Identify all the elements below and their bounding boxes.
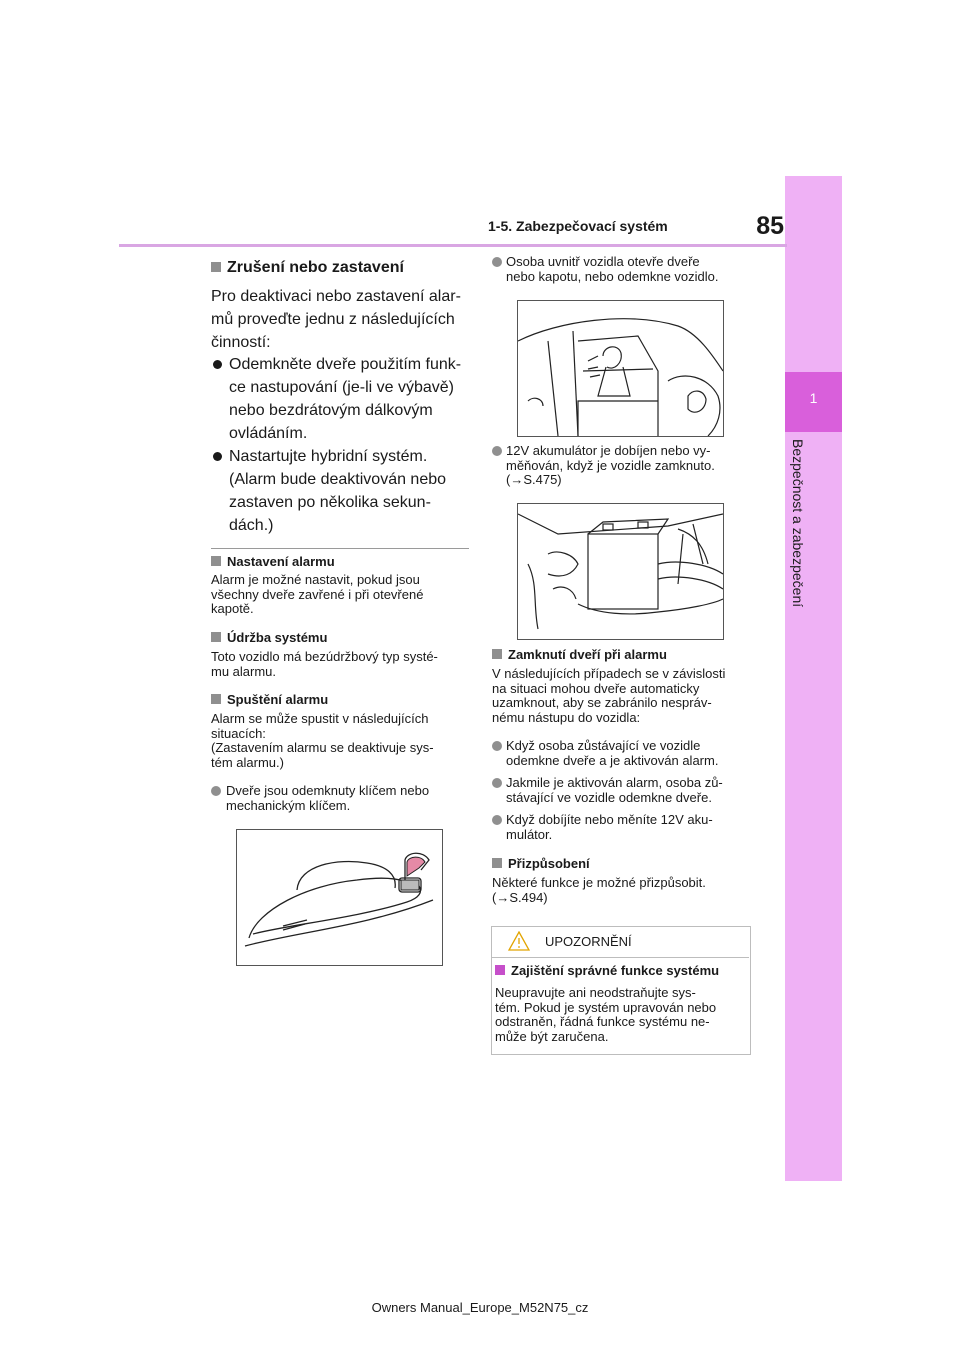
chapter-number: 1 (809, 390, 818, 406)
square-bullet-icon (211, 556, 221, 566)
bullet-line: odemkne dveře a je aktivován alarm. (506, 752, 719, 768)
chapter-title-text: Bezpečnost a zabezpečení (790, 439, 806, 608)
bullet-line: Jakmile je aktivován alarm, osoba zů- (506, 775, 723, 790)
bullet-line: (Alarm bude deaktivován nebo (229, 471, 447, 488)
intro-line: mů proveďte jednu z následujících (211, 311, 455, 328)
gray-dot-icon (492, 778, 502, 788)
heading-text: Zamknutí dveří při alarmu (508, 647, 667, 662)
text-line: nému nástupu do vozidla: (492, 709, 641, 725)
heading-text: Nastavení alarmu (227, 554, 335, 569)
bullet-line: zastaven po několika sekun- (229, 494, 431, 511)
bullet-line: mechanickým klíčem. (226, 797, 351, 813)
text-line: mu alarmu. (211, 663, 277, 679)
car-person-drawing (518, 301, 723, 436)
square-bullet-icon (211, 262, 221, 272)
text-line: tém alarmu.) (211, 754, 284, 770)
text-line: na situaci mohou dveře automaticky (492, 680, 700, 696)
square-bullet-icon (211, 694, 221, 704)
text-line: situacích: (211, 725, 266, 741)
chapter-title (786, 439, 806, 679)
text-line: (Zastavením alarmu se deaktivuje sys- (211, 740, 434, 755)
heading-nastaveni (211, 554, 335, 569)
door-handle-illustration (236, 829, 443, 966)
bullet-line: mulátor. (506, 826, 553, 842)
paragraph (211, 712, 434, 770)
battery-hands-drawing (518, 504, 723, 639)
heading-text: Údržba systému (227, 630, 328, 645)
gray-dot-icon (492, 741, 502, 751)
bullet-line: Dveře jsou odemknuty klíčem nebo (226, 783, 430, 798)
square-bullet-icon (492, 649, 502, 659)
bullet-line: Když osoba zůstávající ve vozidle (506, 738, 701, 753)
text-line: tém. Pokud je systém upravován nebo (495, 999, 717, 1015)
warning-triangle-icon (508, 931, 530, 956)
intro-paragraph (211, 285, 461, 354)
bullet-line: Když dobíjíte nebo měníte 12V aku- (506, 812, 713, 827)
paragraph (492, 876, 706, 905)
car-interior-illustration (517, 300, 724, 437)
paragraph (492, 667, 725, 725)
bullet-line: nebo kapotu, nebo odemkne vozidlo. (506, 268, 719, 284)
text-line: kapotě. (211, 601, 254, 616)
bullet-line: 12V akumulátor je dobíjen nebo vy- (506, 443, 711, 458)
square-bullet-icon (211, 632, 221, 642)
heading-zruseni (211, 259, 404, 277)
battery-illustration (517, 503, 724, 640)
gray-dot-icon (211, 786, 221, 796)
intro-line: Pro deaktivaci nebo zastavení alar- (211, 288, 461, 305)
text-line: Toto vozidlo má bezúdržbový typ systé- (211, 649, 438, 664)
heading-text: Přizpůsobení (508, 856, 590, 871)
bullet-line: Nastartujte hybridní systém. (229, 448, 428, 465)
page-reference[interactable]: (→S.475) (506, 472, 562, 487)
paragraph (211, 573, 423, 617)
bullet-line: ce nastupování (je-li ve výbavě) (229, 379, 454, 396)
text-line: Některé funkce je možné přizpůsobit. (492, 875, 706, 890)
intro-line: činností: (211, 334, 271, 351)
paragraph (211, 650, 438, 679)
gray-dot-icon (492, 446, 502, 456)
square-bullet-icon (495, 965, 505, 975)
heading-text: Zajištění správné funkce systému (511, 963, 720, 978)
heading-text: Zrušení nebo zastavení (227, 259, 404, 276)
bullet-line: měňován, když je vozidle zamknuto. (506, 457, 715, 473)
text-line: uzamknout, aby se zabránilo nespráv- (492, 695, 712, 710)
text-line: Alarm se může spustit v následujících (211, 711, 429, 726)
caution-title: UPOZORNĚNÍ (545, 934, 632, 949)
bullet-line: ovládáním. (229, 425, 308, 442)
gray-dot-icon (492, 815, 502, 825)
bullet-line: stávající ve vozidle odemkne dveře. (506, 789, 712, 805)
gray-dot-icon (492, 257, 502, 267)
heading-spusteni (211, 692, 328, 707)
bullet-dot-icon (213, 360, 222, 369)
heading-prizpusobeni (492, 856, 590, 871)
text-line: odstraněn, řádná funkce systému ne- (495, 1014, 710, 1029)
bullet-line: dách.) (229, 517, 274, 534)
text-line: V následujících případech se v závislosti (492, 666, 726, 681)
bullet-dot-icon (213, 452, 222, 461)
page-reference[interactable]: (→S.494) (492, 889, 548, 905)
text-line: všechny dveře zavřené i při otevřené (211, 586, 424, 602)
square-bullet-icon (492, 858, 502, 868)
bullet-line: Odemkněte dveře použitím funk- (229, 356, 462, 373)
bullet-line: nebo bezdrátovým dálkovým (229, 402, 433, 419)
heading-zamknuti (492, 647, 667, 662)
text-line: může být zaručena. (495, 1028, 609, 1044)
page-number: 85 (756, 212, 784, 240)
heading-text: Spuštění alarmu (227, 692, 329, 707)
caution-heading (495, 963, 719, 978)
header-rule (119, 244, 787, 247)
heading-udrzba (211, 630, 327, 645)
caution-divider (491, 957, 749, 958)
door-handle-drawing (237, 830, 442, 965)
text-line: Alarm je možné nastavit, pokud jsou (211, 572, 420, 587)
bullet-line: Osoba uvnitř vozidla otevře dveře (506, 254, 700, 269)
divider (211, 548, 469, 549)
section-title: 1-5. Zabezpečovací systém (488, 218, 668, 234)
footer-label: Owners Manual_Europe_M52N75_cz (371, 1300, 589, 1315)
text-line: Neupravujte ani neodstraňujte sys- (495, 985, 696, 1000)
caution-paragraph (495, 986, 716, 1044)
